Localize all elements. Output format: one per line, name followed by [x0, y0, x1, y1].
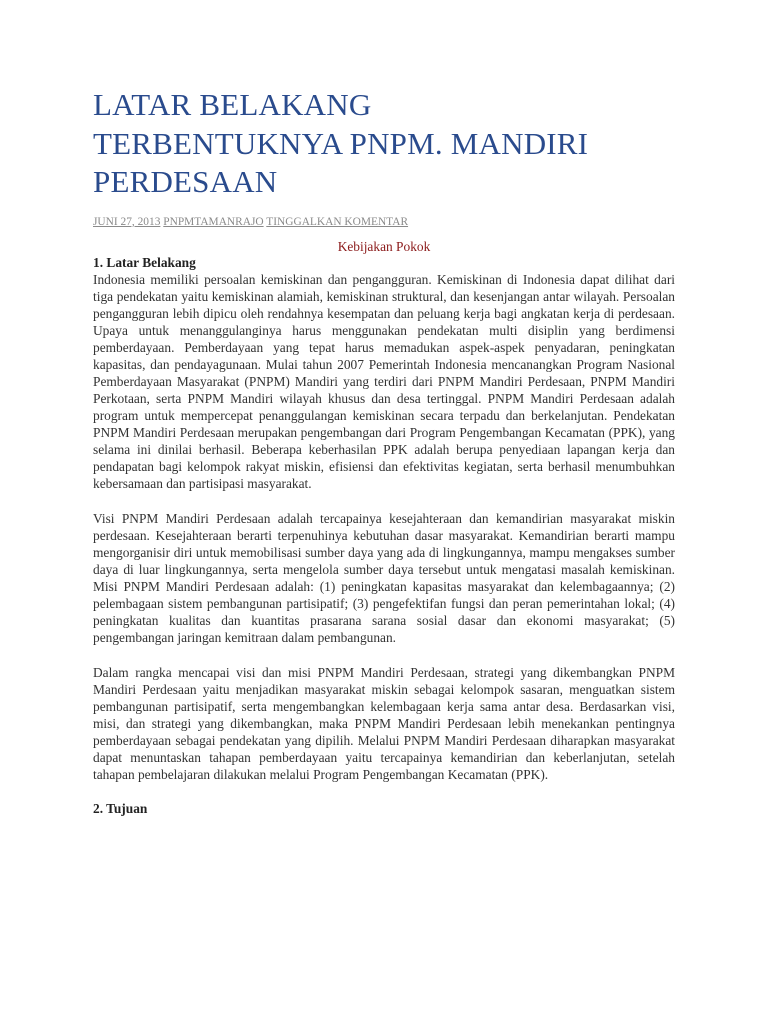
section-heading-background: 1. Latar Belakang — [93, 254, 196, 270]
post-meta — [93, 215, 675, 229]
paragraph-strategy: Dalam rangka mencapai visi dan misi PNPM Mandiri Perdesaan, strategi yang dikembangkan PNPM Mandiri Perdesaan yaitu menjadikan masyarakat miskin sebagai kelompok sasaran, menguatkan sistem pembangunan partisipatif, serta mengembangkan kelembagaan kerja sama antar desa. Berdasarkan visi, misi, dan strategi yang dikembangkan, maka PNPM Mandiri Perdesaan lebih menekankan pentingnya pemberdayaan sebagai pendekatan yang dipilih. Melalui PNPM Mandiri Perdesaan diharapkan masyarakat dapat menuntaskan tahapan pemberdayaan yaitu tercapainya kemandirian dan keberlanjutan, setelah tahapan pembelajaran dilakukan melalui Program Pengembangan Kecamatan (PPK). — [93, 664, 675, 782]
post-date-link[interactable]: JUNI 27, 2013 — [93, 215, 161, 228]
article — [93, 86, 675, 817]
paragraph-spacer — [93, 492, 675, 510]
article-title-line-2: TERBENTUKNYA PNPM. MANDIRI — [93, 125, 589, 161]
paragraph-spacer — [93, 646, 675, 664]
leave-comment-link[interactable]: TINGGALKAN KOMENTAR — [266, 215, 409, 228]
section-heading-goals: 2. Tujuan — [93, 800, 148, 816]
paragraph-vision-mission: Visi PNPM Mandiri Perdesaan adalah tercapainya kesejahteraan dan kemandirian masyarakat miskin perdesaan. Kesejahteraan berarti terpenuhinya kebutuhan dasar masyarakat. Kemandirian berarti mampu mengorganisir diri untuk memobilisasi sumber daya yang ada di lingkungannya, mampu mengakses sumber daya di luar lingkungannya, serta mengelola sumber daya tersebut untuk mengatasi masalah kemiskinan. Misi PNPM Mandiri Perdesaan adalah: (1) peningkatan kapasitas masyarakat dan kelembagaannya; (2) pelembagaan sistem pembangunan partisipatif; (3) pengefektifan fungsi dan peran pemerintahan lokal; (4) peningkatan kualitas dan kuantitas prasarana sarana sosial dasar dan ekonomi masyarakat; (5) pengembangan jaringan kemitraan dalam pembangunan. — [93, 510, 675, 645]
article-title — [93, 86, 675, 202]
paragraph-background: Indonesia memiliki persoalan kemiskinan dan pengangguran. Kemiskinan di Indonesia dapat dilihat dari tiga pendekatan yaitu kemiskinan alamiah, kemiskinan struktural, dan kesenjangan antar wilayah. Persoalan pengangguran lebih dipicu oleh rendahnya kesempatan dan peluang kerja bagi angkatan kerja di perdesaan. Upaya untuk menanggulanginya harus menggunakan pendekatan multi disiplin yang berdimensi pemberdayaan. Pemberdayaan yang tepat harus memadukan aspek-aspek penyadaran, peningkatan kapasitas, dan pendayagunaan. Mulai tahun 2007 Pemerintah Indonesia mencanangkan Program Nasional Pemberdayaan Masyarakat (PNPM) Mandiri yang terdiri dari PNPM Mandiri Perdesaan, PNPM Mandiri Perkotaan, serta PNPM Mandiri wilayah khusus dan desa tertinggal. PNPM Mandiri Perdesaan adalah program untuk mempercepat penanggulangan kemiskinan secara terpadu dan berkelanjutan. Pendekatan PNPM Mandiri Perdesaan merupakan pengembangan dari Program Pengembangan Kecamatan (PPK), yang selama ini dinilai berhasil. Beberapa keberhasilan PPK adalah berupa penyediaan lapangan kerja dan pendapatan bagi kelompok rakyat miskin, efisiensi dan efektivitas kegiatan, serta berhasil menumbuhkan kebersamaan dan partisipasi masyarakat. — [93, 271, 675, 491]
article-title-line-1: LATAR BELAKANG — [93, 87, 372, 122]
policy-heading: Kebijakan Pokok — [337, 238, 431, 254]
article-title-line-3: PERDESAAN — [93, 164, 278, 199]
post-author-link[interactable]: PNPMTAMANRAJO — [163, 215, 264, 228]
